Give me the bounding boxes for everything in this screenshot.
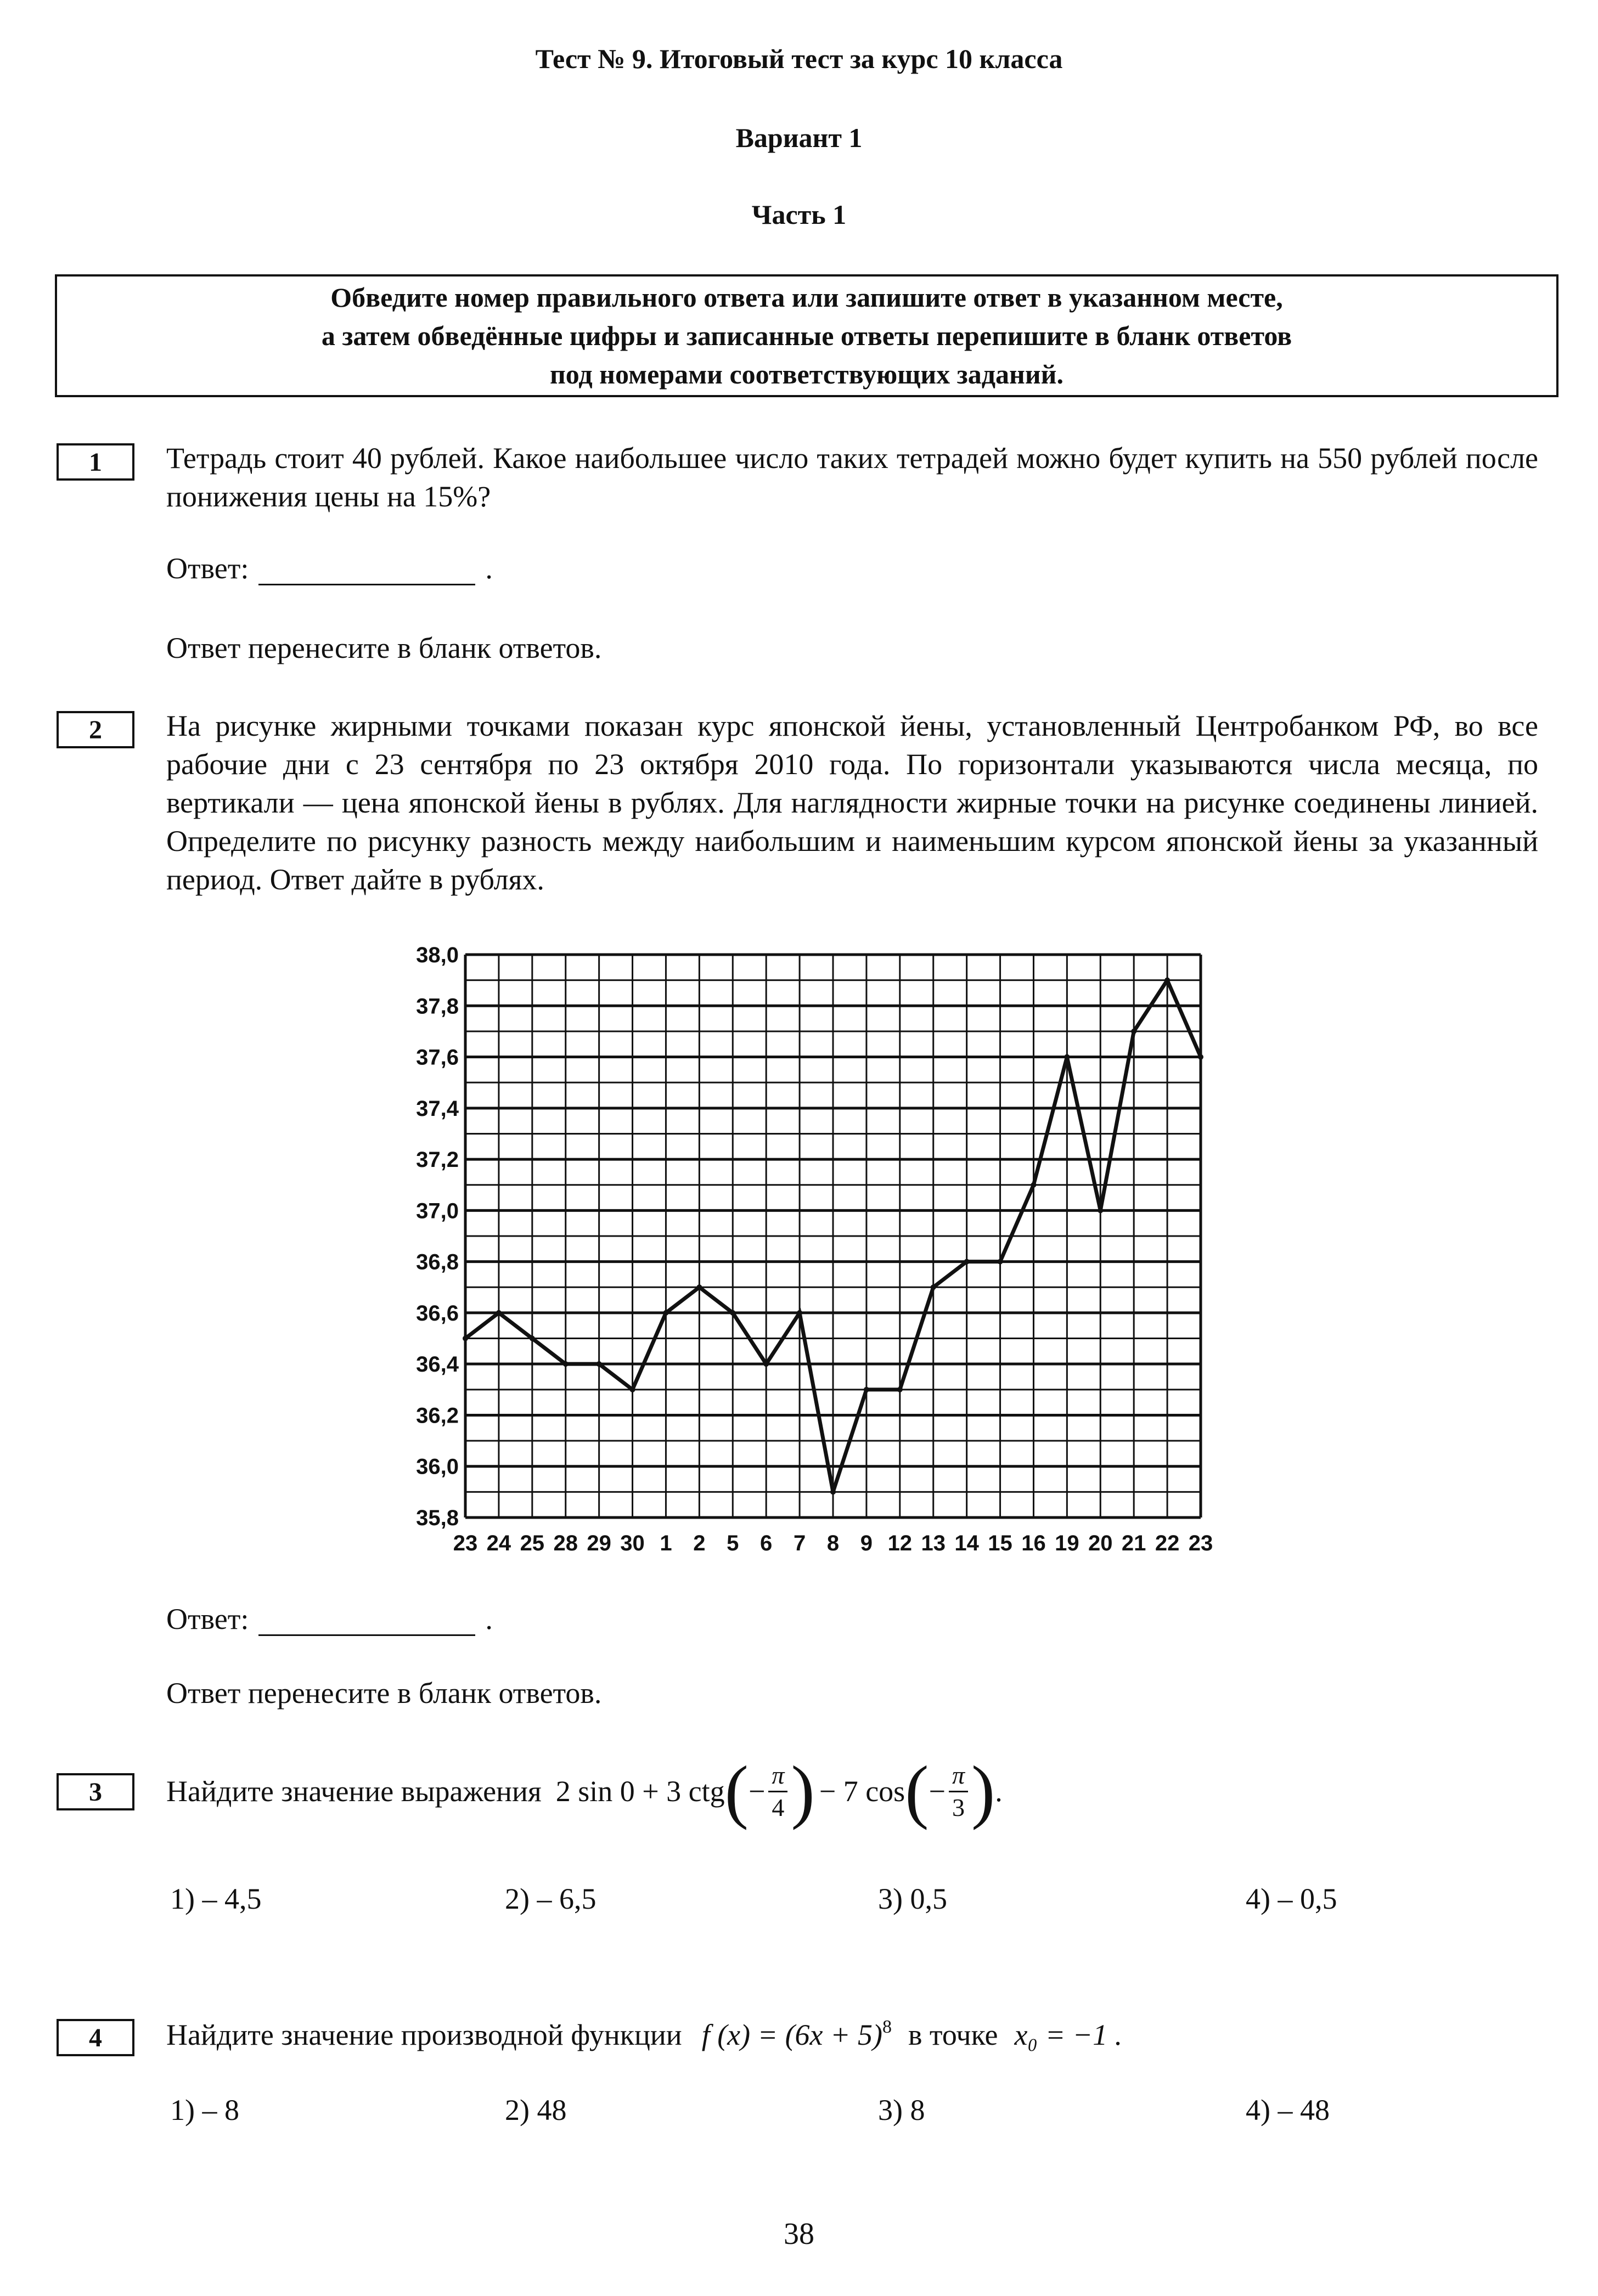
data-point (696, 1284, 702, 1290)
y-axis-labels (416, 943, 459, 1530)
x-tick-label: 21 (1121, 1531, 1146, 1555)
task-4-option-1[interactable]: 1) – 8 (170, 2094, 239, 2126)
data-point (730, 1310, 735, 1316)
task-4-prompt: Найдите значение производной функции (166, 2018, 682, 2051)
x-tick-label: 13 (921, 1531, 946, 1555)
page-number: 38 (784, 2217, 814, 2251)
y-tick-label: 37,6 (416, 1045, 459, 1070)
fraction-denominator: 4 (772, 1793, 785, 1821)
x-tick-label: 7 (793, 1531, 806, 1555)
data-point (496, 1310, 502, 1316)
data-point (463, 1336, 468, 1341)
fraction-numerator: π (949, 1760, 968, 1792)
data-point (1031, 1182, 1036, 1188)
data-point (663, 1310, 668, 1316)
data-point (964, 1259, 970, 1265)
task-3-number: 3 (57, 1773, 134, 1810)
close-paren: ) (791, 1752, 815, 1831)
y-tick-label: 35,8 (416, 1506, 459, 1530)
x-tick-label: 24 (486, 1531, 511, 1555)
x-axis-labels (453, 1531, 1213, 1555)
expr-part-1: 2 sin 0 + 3 ctg (555, 1775, 725, 1808)
answer-period: . (485, 1603, 493, 1635)
data-point (830, 1489, 836, 1494)
chart-grid (465, 955, 1201, 1517)
y-tick-label: 38,0 (416, 943, 459, 967)
test-title: Тест № 9. Итоговый тест за курс 10 класса (535, 43, 1063, 74)
data-point (1064, 1054, 1070, 1060)
y-tick-label: 36,8 (416, 1250, 459, 1274)
close-paren: ) (971, 1752, 995, 1831)
x-tick-label: 15 (988, 1531, 1012, 1555)
task-1-answer (166, 551, 493, 585)
answer-label: Ответ: (166, 552, 249, 585)
task-3-option-2[interactable]: 2) – 6,5 (505, 1882, 597, 1915)
y-tick-label: 36,6 (416, 1301, 459, 1325)
fraction-denominator: 3 (952, 1793, 965, 1821)
task-3-option-4[interactable]: 4) – 0,5 (1246, 1882, 1337, 1915)
instructions-box (55, 274, 1558, 397)
data-point (563, 1361, 569, 1367)
x-tick-label: 30 (620, 1531, 645, 1555)
answer-period: . (485, 552, 493, 585)
yen-rate-chart (384, 933, 1229, 1575)
open-paren: ( (905, 1752, 929, 1831)
task-3-text (166, 1747, 1003, 1835)
task-3-option-1[interactable]: 1) – 4,5 (170, 1882, 262, 1915)
data-point (797, 1310, 802, 1316)
data-point (864, 1387, 869, 1392)
data-point (897, 1387, 903, 1392)
expr-end: . (995, 1775, 1003, 1808)
x-tick-label: 14 (954, 1531, 979, 1555)
instructions-line-1: Обведите номер правильного ответа или запишите ответ в указанном месте, (330, 282, 1283, 313)
function-exponent: 8 (882, 2017, 892, 2037)
y-tick-label: 36,0 (416, 1454, 459, 1479)
x-tick-label: 29 (587, 1531, 611, 1555)
x-tick-label: 5 (727, 1531, 739, 1555)
y-tick-label: 36,2 (416, 1403, 459, 1428)
open-paren: ( (724, 1752, 749, 1831)
x-tick-label: 12 (887, 1531, 913, 1555)
instructions-line-2: а затем обведённые цифры и записанные ответы перепишите в бланк ответов (321, 320, 1292, 351)
fraction-pi-over-3 (949, 1760, 968, 1823)
data-point (1131, 1029, 1136, 1034)
task-4-option-4[interactable]: 4) – 48 (1246, 2094, 1330, 2126)
answer-blank-line[interactable] (258, 1609, 475, 1636)
task-3-option-3[interactable]: 3) 0,5 (878, 1882, 947, 1915)
data-point (1098, 1208, 1103, 1213)
x-tick-label: 8 (826, 1531, 840, 1555)
task-4-number: 4 (57, 2019, 134, 2056)
data-point (530, 1336, 535, 1341)
x-tick-label: 6 (760, 1531, 773, 1555)
x-tick-label: 16 (1021, 1531, 1046, 1555)
x-tick-label: 9 (860, 1531, 873, 1555)
x-tick-label: 2 (693, 1531, 706, 1555)
point-value: x₀ = −1 . (1014, 2018, 1123, 2051)
task-4-option-2[interactable]: 2) 48 (505, 2094, 567, 2126)
y-tick-label: 37,4 (416, 1096, 459, 1121)
x-tick-label: 22 (1155, 1531, 1180, 1555)
task-1-text: Тетрадь стоит 40 рублей. Какое наибольшее число таких тетрадей можно будет купить на 550 рублей после понижения цены на 15%? (166, 442, 1538, 513)
task-2-text: На рисунке жирными точками показан курс японской йены, установленный Центробанком РФ, во все рабочие дни с 23 сентября по 23 октября 2010 года. По горизонтали указываются числа месяца, по вертикали — цена японской йены в рублях. Для наглядности жирные точки на рисунке соединены линией. Определите по рисунку разность между наибольшим и наименьшим курсом японской йены за указанный период. Ответ дайте в рублях. (166, 709, 1538, 896)
y-tick-label: 37,0 (416, 1199, 459, 1223)
point-text: в точке (908, 2018, 998, 2051)
task-1-number: 1 (57, 443, 134, 481)
y-tick-label: 37,8 (416, 994, 459, 1019)
minus-sign: − (929, 1775, 946, 1808)
x-tick-label: 28 (553, 1531, 578, 1555)
x-tick-label: 1 (660, 1531, 672, 1555)
data-point (998, 1259, 1003, 1265)
x-tick-label: 23 (453, 1531, 478, 1555)
data-point (1198, 1054, 1203, 1060)
x-tick-label: 20 (1088, 1531, 1113, 1555)
data-point (763, 1361, 769, 1367)
fraction-numerator: π (768, 1760, 787, 1792)
data-point (597, 1361, 602, 1367)
data-point (1164, 978, 1170, 983)
task-2-answer (166, 1602, 493, 1636)
data-point (630, 1387, 635, 1392)
y-tick-label: 36,4 (416, 1352, 459, 1377)
instructions-line-3: под номерами соответствующих заданий. (550, 359, 1064, 390)
task-1-transfer-note: Ответ перенесите в бланк ответов. (166, 631, 602, 664)
answer-blank-line[interactable] (258, 559, 475, 585)
expr-part-2: − 7 cos (819, 1775, 905, 1808)
x-tick-label: 25 (520, 1531, 545, 1555)
answer-label: Ответ: (166, 1603, 249, 1635)
minus-sign: − (748, 1775, 766, 1808)
function-expression: f (x) = (6x + 5) (701, 2018, 882, 2051)
task-3-prompt: Найдите значение выражения (166, 1775, 542, 1808)
data-point (931, 1284, 936, 1290)
x-tick-label: 19 (1055, 1531, 1079, 1555)
part-heading: Часть 1 (751, 199, 847, 230)
task-2-transfer-note: Ответ перенесите в бланк ответов. (166, 1677, 602, 1710)
task-4-text (166, 2018, 1122, 2052)
task-4-option-3[interactable]: 3) 8 (878, 2094, 925, 2126)
variant-heading: Вариант 1 (735, 122, 863, 153)
fraction-pi-over-4 (768, 1760, 787, 1823)
task-2-number: 2 (57, 711, 134, 748)
x-tick-label: 23 (1188, 1531, 1213, 1555)
y-tick-label: 37,2 (416, 1148, 459, 1172)
